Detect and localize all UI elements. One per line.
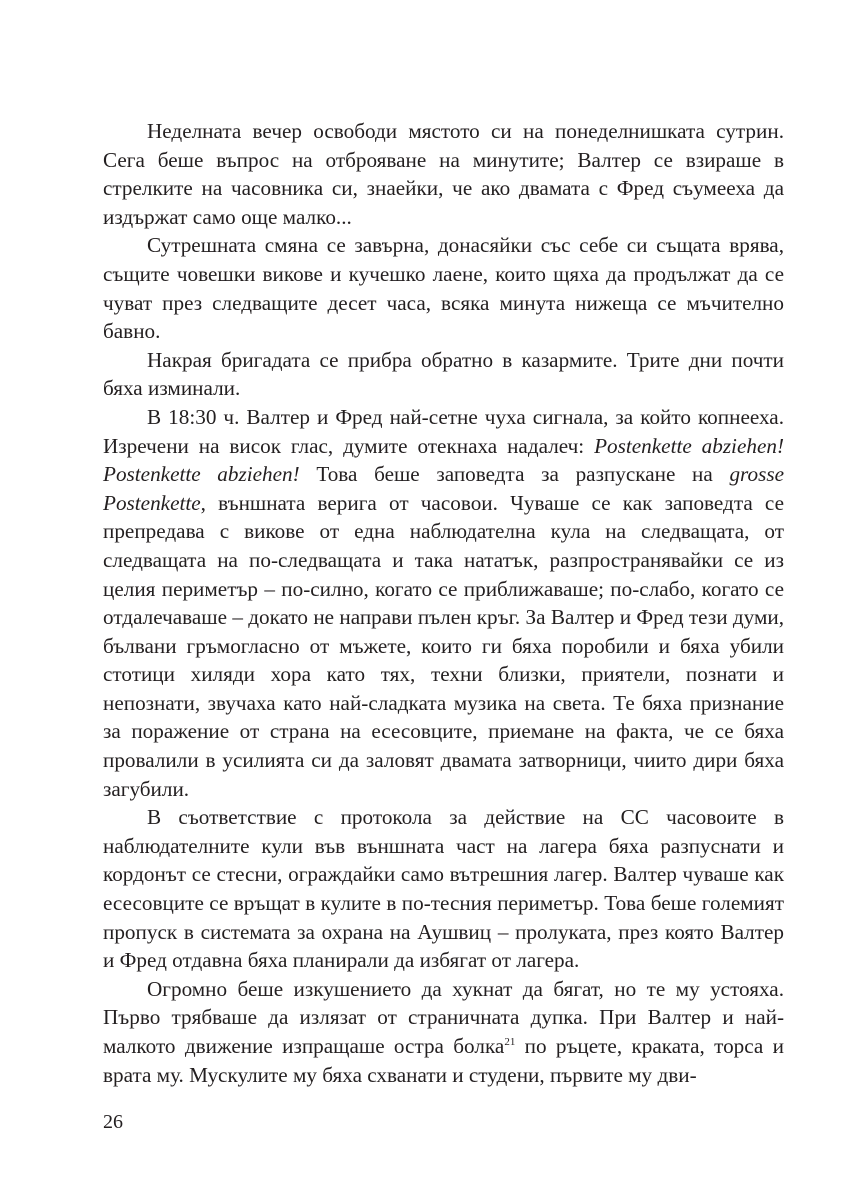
paragraph-6-text-2: по ръцете, краката, торса и врата му. Мускулите му бяха схванати и студени, първите му дви- — [103, 1034, 784, 1087]
german-phrase-1: Postenkette abziehen! Postenkette abziehen! — [103, 433, 784, 487]
paragraph-6 — [103, 975, 784, 1089]
paragraph-1: Неделната вечер освободи мястото си на понеделнишката сутрин. Сега беше въпрос на отброяване на минутите; Валтер се взираше в стрелките на часовника си, знаейки, че ако двамата с Фред съумееха да издържат само още малко... — [103, 119, 784, 229]
paragraph-3: Накрая бригадата се прибра обратно в казармите. Трите дни почти бяха изминали. — [103, 347, 784, 401]
page-number: 26 — [103, 1111, 123, 1133]
paragraph-6-text-1: Огромно беше изкушението да хукнат да бягат, но те му устояха. Първо трябваше да излязат от страничната дупка. При Валтер и най-малкото движение изпращаше остра болка — [103, 976, 784, 1058]
paragraph-4-text-2: Това беше заповедта за разпускане на — [299, 462, 730, 487]
paragraph-4-text-3: , външната верига от часовои. Чуваше се как заповедта се препредава с викове от една наблюдателна кула на следващата, от следващата на по-следващата и така нататък, разпространявайки се из целия периметър – по-силно, когато се приближаваше; по-слабо, когато се отдалечаваше – докато не направи пълен кръг. За Валтер и Фред тези думи, бълвани гръмогласно от мъжете, които ги бяха поробили и бяха убили стотици хиляди хора като тях, техни близки, приятели, познати и непознати, звучаха като най-сладката музика на света. Те бяха признание за поражение от страна на есесовците, приемане на факта, че се бяха провалили в усилията си да заловят двамата затворници, чиито дири бяха загубили. — [103, 490, 784, 801]
footnote-ref[interactable]: 21 — [504, 1036, 516, 1048]
paragraph-5: В съответствие с протокола за действие на СС часовоите в наблюдателните кули във външната част на лагера бяха разпуснати и кордонът се стесни, ограждайки само вътрешния лагер. Валтер чуваше как есесовците се връщат в кулите в по-тесния периметър. Това беше големият пропуск в системата за охрана на Аушвиц – пролуката, през която Валтер и Фред отдавна бяха планирали да избягат от лагера. — [103, 805, 784, 973]
german-phrase-2: grosse Postenkette — [103, 462, 784, 515]
page-body — [103, 117, 784, 1089]
paragraph-4 — [103, 403, 784, 803]
paragraph-2: Сутрешната смяна се завърна, донасяйки със себе си същата врява, същите човешки викове и кучешко лаене, които щяха да продължат да се чуват през следващите десет часа, всяка минута нижеща се мъчително бавно. — [103, 233, 784, 344]
paragraph-4-text-1: В 18:30 ч. Валтер и Фред най-сетне чуха сигнала, за който копнееха. Изречени на висок глас, думите отекнаха надалеч: — [103, 404, 784, 458]
